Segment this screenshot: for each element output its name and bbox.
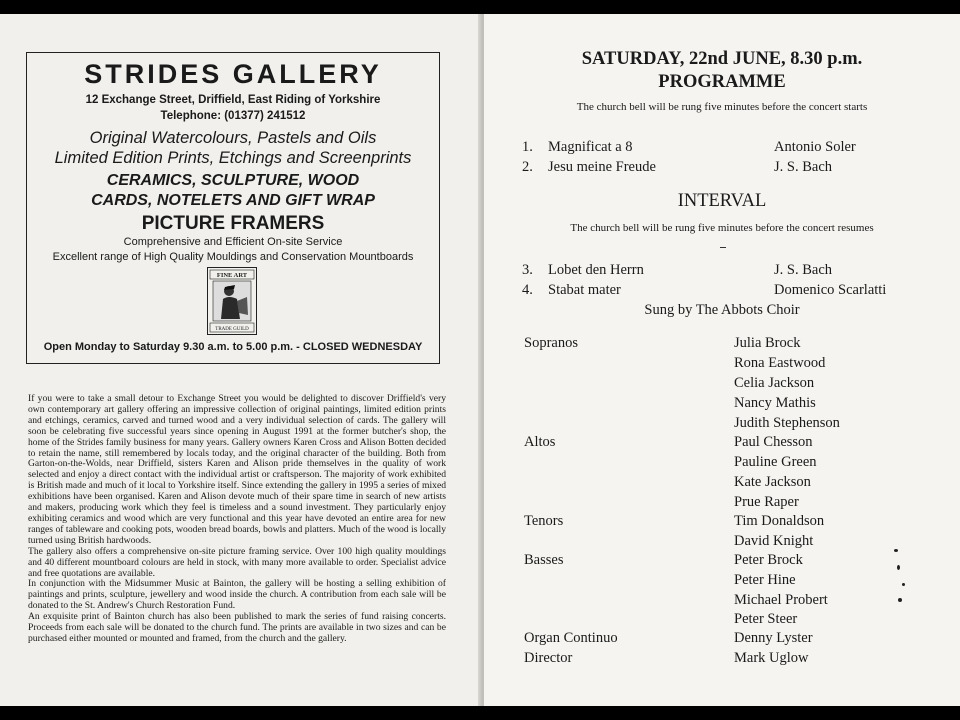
divider [720, 247, 726, 248]
bell-note-resume: The church bell will be rung five minutes before the concert resumes [570, 222, 874, 234]
singer-name: Peter Hine [734, 572, 796, 588]
gallery-advert [26, 52, 440, 364]
gallery-article [28, 394, 446, 645]
work-title: Jesu meine Freude [548, 159, 656, 175]
interval-heading: INTERVAL [677, 191, 767, 211]
voice-part: Director [524, 650, 573, 666]
voice-part: Basses [524, 552, 564, 568]
work-number: 1. [522, 139, 533, 155]
singer-name: Prue Raper [734, 494, 799, 510]
voice-part: Altos [524, 434, 556, 450]
singer-name: Judith Stephenson [734, 415, 840, 431]
work-composer: J. S. Bach [774, 159, 832, 175]
voice-part: Sopranos [524, 335, 578, 351]
scan-speck [897, 565, 900, 570]
article-paragraph: In conjunction with the Midsummer Music at Bainton, the gallery will be hosting a selling exhibition of paintings and prints, sculpture, jewellery and wood inside the church. A contribution from each sale will be donated to the St. Andrew's Church Restoration Fund. [28, 578, 446, 612]
singer-name: Rona Eastwood [734, 355, 826, 371]
right-page [484, 14, 960, 706]
advert-service: Comprehensive and Efficient On-site Service [123, 236, 343, 248]
programme-title: PROGRAMME [658, 72, 786, 92]
logo-top-text: FINE ART [216, 272, 248, 279]
advert-range: Excellent range of High Quality Mouldings and Conservation Mountboards [52, 251, 414, 263]
work-composer: Antonio Soler [774, 139, 856, 155]
singer-name: Peter Steer [734, 611, 798, 627]
article-paragraph: If you were to take a small detour to Exchange Street you would be delighted to discover Driffield's very own contemporary art gallery offering an impressive collection of original paintings, limited edition prints and etchings, ceramics, carved and turned wood and a very individual selection of cards. The gallery will soon be celebrating five successful years since opening in August 1991 at the former butcher's shop, the home of the Strides family business for many years. Gallery owners Karen Cross and Alison Botten decided to retain the name, still remembered by locals today, and the original character of the building. Both from Garton-on-the-Wolds, near Driffield, sisters Karen and Alison pride themselves in the quality of work selected and enjoy a direct contact with the individual artist or craftsperson. The majority of work exhibited is British made and much of it local to Yorkshire itself. Since extending the gallery in 1995 a series of mixed exhibitions have been organised. Karen and Alison devote much of their spare time in search of new artists and makers, producing work which they feel is timeless and a sound investment. They particularly enjoy exhibiting ceramics and wood which are very functional and this year have devoted an entire area for new ranges of tableware and cooking pots, wooden bread boards, bowls and platters. Much of the wood is locally turned using British hardwoods. [28, 393, 446, 546]
singer-name: David Knight [734, 533, 814, 549]
advert-line-ceramics: CERAMICS, SCULPTURE, WOOD [106, 172, 360, 189]
singer-name: Nancy Mathis [734, 395, 816, 411]
advert-title: STRIDES GALLERY [84, 59, 382, 89]
singer-name: Kate Jackson [734, 474, 811, 490]
concert-date: SATURDAY, 22nd JUNE, 8.30 p.m. [581, 49, 863, 69]
advert-line-cards: CARDS, NOTELETS AND GIFT WRAP [91, 192, 375, 209]
work-number: 2. [522, 159, 533, 175]
work-number: 4. [522, 282, 533, 298]
advert-address: 12 Exchange Street, Driffield, East Riding of Yorkshire [85, 94, 381, 106]
sung-by-line: Sung by The Abbots Choir [644, 302, 800, 318]
logo-bottom-text: TRADE GUILD [215, 327, 249, 332]
singer-name: Tim Donaldson [734, 513, 825, 529]
left-page [0, 14, 482, 706]
singer-name: Peter Brock [734, 552, 803, 568]
work-title: Stabat mater [548, 282, 621, 298]
advert-picture-framers: PICTURE FRAMERS [141, 213, 325, 234]
singer-name: Julia Brock [734, 335, 801, 351]
advert-line-watercolours: Original Watercolours, Pastels and Oils [89, 129, 377, 147]
singer-name: Celia Jackson [734, 375, 815, 391]
singer-name: Denny Lyster [734, 630, 813, 646]
work-composer: J. S. Bach [774, 262, 832, 278]
fine-art-guild-logo [207, 267, 257, 335]
advert-opening-hours: Open Monday to Saturday 9.30 a.m. to 5.00 p.m. - CLOSED WEDNESDAY [43, 341, 423, 353]
singer-name: Paul Chesson [734, 434, 813, 450]
bell-note-start: The church bell will be rung five minutes before the concert starts [576, 101, 868, 113]
work-title: Lobet den Herrn [548, 262, 644, 278]
article-paragraph: An exquisite print of Bainton church has also been published to mark the series of fund raising concerts. Proceeds from each sale will be donated to the church fund. The prints are available in two sizes and can be purchased either mounted or mounted and framed, from the church and the gallery. [28, 611, 446, 644]
work-composer: Domenico Scarlatti [774, 282, 887, 298]
advert-telephone: Telephone: (01377) 241512 [160, 110, 306, 122]
singer-name: Mark Uglow [734, 650, 809, 666]
singer-name: Pauline Green [734, 454, 817, 470]
work-title: Magnificat a 8 [548, 139, 633, 155]
voice-part: Organ Continuo [524, 630, 618, 646]
voice-part: Tenors [524, 513, 564, 529]
singer-name: Michael Probert [734, 592, 828, 608]
work-number: 3. [522, 262, 533, 278]
scan-speck [894, 549, 898, 552]
advert-line-prints: Limited Edition Prints, Etchings and Screenprints [54, 149, 412, 167]
scan-speck [898, 598, 902, 602]
scan-speck [902, 583, 905, 586]
article-paragraph: The gallery also offers a comprehensive on-site picture framing service. Over 100 high quality mouldings and 40 different mountboard colours are held in stock, with many more available to order. Specialist advice and free quotations are available. [28, 545, 446, 579]
